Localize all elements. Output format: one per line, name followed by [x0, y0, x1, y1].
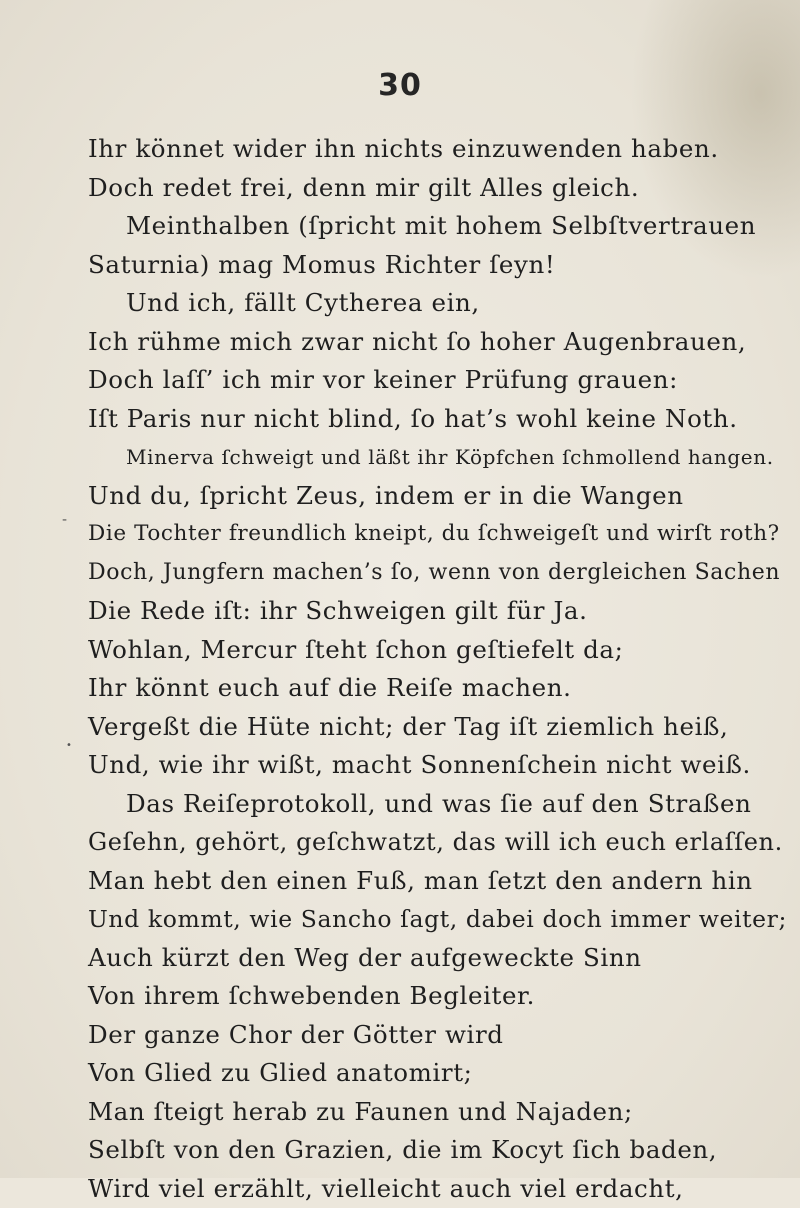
text-line: Doch, Jungfern machen’s ſo, wenn von dergleichen Sachen [88, 554, 788, 593]
text-line: Geſehn, gehört, geſchwatzt, das will ich euch erlaſſen. [88, 823, 788, 862]
text-line: Ihr könnet wider ihn nichts einzuwenden haben. [88, 130, 788, 169]
text-line: Und ich, fällt Cytherea ein, [88, 284, 788, 323]
text-line: Wird viel erzählt, vielleicht auch viel erdacht, [88, 1170, 788, 1208]
text-line: Und, wie ihr wißt, macht Sonnenſchein nicht weiß. [88, 746, 788, 785]
text-line: Saturnia) mag Momus Richter ſeyn! [88, 246, 788, 285]
text-line: Die Rede iſt: ihr Schweigen gilt für Ja. [88, 592, 788, 631]
margin-mark: - [62, 512, 67, 528]
text-line: Man ſteigt herab zu Faunen und Najaden; [88, 1093, 788, 1132]
text-line: Auch kürzt den Weg der aufgeweckte Sinn [88, 939, 788, 978]
text-line: Das Reiſeprotokoll, und was ſie auf den Straßen [88, 785, 788, 824]
text-line: Man hebt den einen Fuß, man ſetzt den andern hin [88, 862, 788, 901]
text-line: Die Tochter freundlich kneipt, du ſchweigeſt und wirſt roth? [88, 515, 788, 554]
text-line: Doch laſſ’ ich mir vor keiner Prüfung grauen: [88, 361, 788, 400]
text-line: Minerva ſchweigt und läßt ihr Köpfchen ſchmollend hangen. [88, 438, 788, 477]
text-line: Und du, ſpricht Zeus, indem er in die Wangen [88, 477, 788, 516]
page-number: 30 [0, 68, 800, 103]
text-line: Von Glied zu Glied anatomirt; [88, 1054, 788, 1093]
text-line: Meinthalben (ſpricht mit hohem Selbſtvertrauen [88, 207, 788, 246]
text-line: Ihr könnt euch auf die Reiſe machen. [88, 669, 788, 708]
text-line: Wohlan, Mercur ſteht ſchon geſtiefelt da; [88, 631, 788, 670]
text-line: Der ganze Chor der Götter wird [88, 1016, 788, 1055]
text-line: Iſt Paris nur nicht blind, ſo hat’s wohl keine Noth. [88, 400, 788, 439]
poem-text [88, 130, 788, 1208]
text-line: Von ihrem ſchwebenden Begleiter. [88, 977, 788, 1016]
text-line: Selbſt von den Grazien, die im Kocyt ſich baden, [88, 1131, 788, 1170]
text-line: Und kommt, wie Sancho ſagt, dabei doch immer weiter; [88, 900, 788, 939]
text-line: Doch redet frei, denn mir gilt Alles gleich. [88, 169, 788, 208]
text-line: Ich rühme mich zwar nicht ſo hoher Augenbrauen, [88, 323, 788, 362]
margin-dot: • [66, 740, 72, 751]
text-line: Vergeßt die Hüte nicht; der Tag iſt ziemlich heiß, [88, 708, 788, 747]
